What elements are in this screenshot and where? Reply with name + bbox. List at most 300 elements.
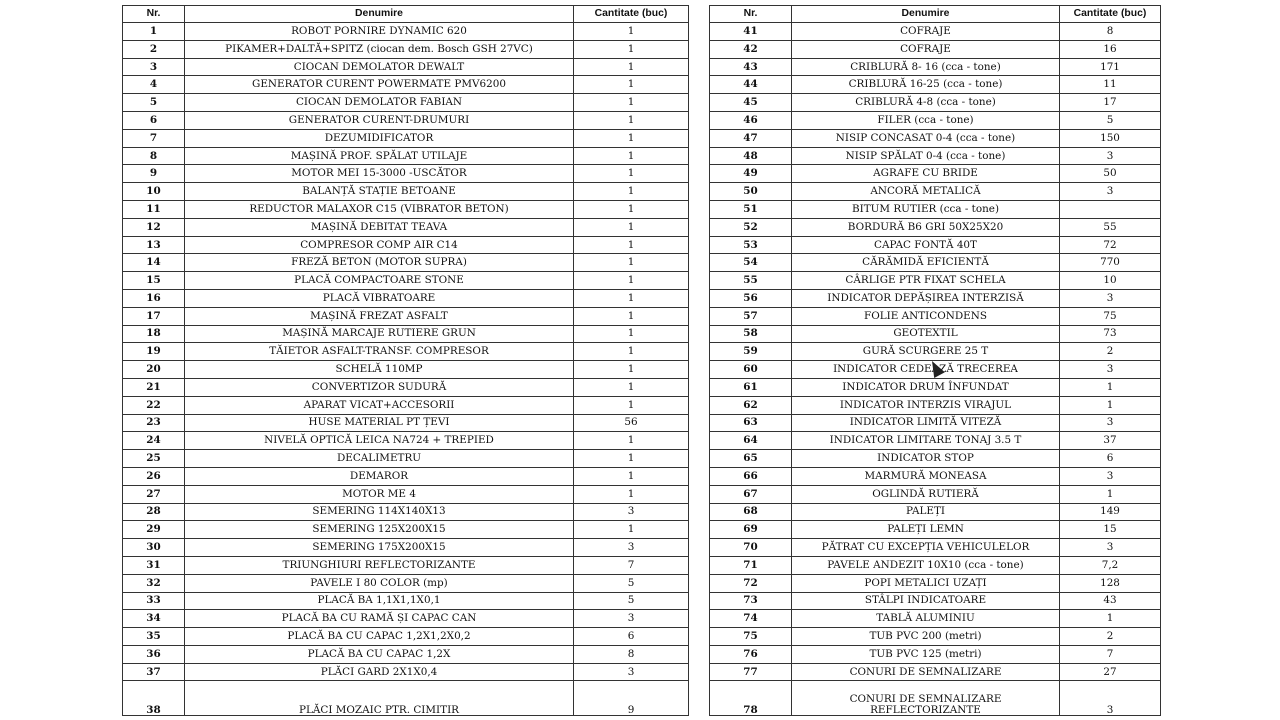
header-cantitate: Cantitate (buc) xyxy=(1060,6,1161,23)
cell-denumire: BITUM RUTIER (cca - tone) xyxy=(792,200,1060,218)
cell-denumire: TUB PVC 200 (metri) xyxy=(792,628,1060,646)
cell-denumire: BALANȚĂ STAȚIE BETOANE xyxy=(185,183,574,201)
table-row xyxy=(710,254,1161,272)
cell-cantitate: 3 xyxy=(1060,361,1161,379)
cell-nr: 29 xyxy=(123,521,185,539)
cell-cantitate: 128 xyxy=(1060,574,1161,592)
cell-nr: 71 xyxy=(710,556,792,574)
cell-denumire: SEMERING 114X140X13 xyxy=(185,503,574,521)
cell-denumire: PAVELE ANDEZIT 10X10 (cca - tone) xyxy=(792,556,1060,574)
cell-cantitate: 1 xyxy=(574,23,689,41)
cell-denumire: HUSE MATERIAL PT ȚEVI xyxy=(185,414,574,432)
cell-denumire: PĂTRAT CU EXCEPȚIA VEHICULELOR xyxy=(792,539,1060,557)
cell-nr: 19 xyxy=(123,343,185,361)
cell-denumire: MOTOR MEI 15-3000 -USCĂTOR xyxy=(185,165,574,183)
cell-cantitate: 1 xyxy=(574,129,689,147)
table-row xyxy=(123,503,689,521)
cell-denumire: COFRAJE xyxy=(792,40,1060,58)
cell-cantitate: 149 xyxy=(1060,503,1161,521)
cell-nr: 56 xyxy=(710,289,792,307)
cell-nr: 52 xyxy=(710,218,792,236)
header-nr: Nr. xyxy=(123,6,185,23)
cell-denumire: SEMERING 125X200X15 xyxy=(185,521,574,539)
cell-cantitate: 1 xyxy=(574,343,689,361)
cell-nr: 12 xyxy=(123,218,185,236)
cell-denumire: PIKAMER+DALTĂ+SPITZ (ciocan dem. Bosch GSH 27VC) xyxy=(185,40,574,58)
table-row xyxy=(710,147,1161,165)
cell-cantitate: 1 xyxy=(1060,378,1161,396)
table-row xyxy=(123,450,689,468)
cell-nr: 54 xyxy=(710,254,792,272)
table-row xyxy=(710,503,1161,521)
table-row xyxy=(123,592,689,610)
cell-denumire: INDICATOR LIMITĂ VITEZĂ xyxy=(792,414,1060,432)
cell-denumire: REDUCTOR MALAXOR C15 (VIBRATOR BETON) xyxy=(185,200,574,218)
cell-denumire: MOTOR ME 4 xyxy=(185,485,574,503)
table-row xyxy=(123,254,689,272)
table-row xyxy=(710,40,1161,58)
cell-cantitate: 50 xyxy=(1060,165,1161,183)
cell-denumire: TĂIETOR ASFALT-TRANSF. COMPRESOR xyxy=(185,343,574,361)
header-denumire: Denumire xyxy=(185,6,574,23)
cell-denumire: BORDURĂ B6 GRI 50X25X20 xyxy=(792,218,1060,236)
cell-nr: 57 xyxy=(710,307,792,325)
cell-nr: 43 xyxy=(710,58,792,76)
cell-denumire: PLACĂ BA 1,1X1,1X0,1 xyxy=(185,592,574,610)
cell-cantitate: 1 xyxy=(574,254,689,272)
cell-cantitate: 1 xyxy=(574,183,689,201)
cell-nr: 31 xyxy=(123,556,185,574)
table-row xyxy=(123,183,689,201)
cell-nr: 6 xyxy=(123,111,185,129)
cell-cantitate: 1 xyxy=(574,94,689,112)
cell-denumire: PLACĂ BA CU CAPAC 1,2X xyxy=(185,645,574,663)
cell-nr: 24 xyxy=(123,432,185,450)
cell-nr: 78 xyxy=(710,681,792,716)
cell-denumire: PALEȚI LEMN xyxy=(792,521,1060,539)
cell-nr: 1 xyxy=(123,23,185,41)
table-row xyxy=(123,681,689,716)
cell-nr: 61 xyxy=(710,378,792,396)
cell-nr: 75 xyxy=(710,628,792,646)
cell-nr: 69 xyxy=(710,521,792,539)
cell-denumire: FREZĂ BETON (MOTOR SUPRA) xyxy=(185,254,574,272)
cell-cantitate: 1 xyxy=(574,58,689,76)
table-row xyxy=(710,23,1161,41)
cell-nr: 11 xyxy=(123,200,185,218)
cell-nr: 60 xyxy=(710,361,792,379)
cell-cantitate: 3 xyxy=(1060,681,1161,716)
cell-cantitate: 1 xyxy=(574,272,689,290)
table-row xyxy=(710,432,1161,450)
cell-nr: 20 xyxy=(123,361,185,379)
cell-nr: 13 xyxy=(123,236,185,254)
cell-cantitate: 770 xyxy=(1060,254,1161,272)
cell-cantitate: 5 xyxy=(1060,111,1161,129)
cell-denumire: GENERATOR CURENT POWERMATE PMV6200 xyxy=(185,76,574,94)
table-row xyxy=(710,396,1161,414)
table-row xyxy=(123,521,689,539)
cell-denumire: PALEȚI xyxy=(792,503,1060,521)
cell-cantitate: 3 xyxy=(1060,467,1161,485)
cell-nr: 16 xyxy=(123,289,185,307)
table-row xyxy=(710,183,1161,201)
table-row xyxy=(123,111,689,129)
cell-nr: 47 xyxy=(710,129,792,147)
cell-cantitate: 3 xyxy=(1060,147,1161,165)
table-row xyxy=(710,76,1161,94)
cell-denumire: CIOCAN DEMOLATOR DEWALT xyxy=(185,58,574,76)
cell-nr: 10 xyxy=(123,183,185,201)
table-row xyxy=(710,645,1161,663)
table-header-row xyxy=(123,6,689,23)
table-row xyxy=(710,307,1161,325)
cell-denumire: DEMAROR xyxy=(185,467,574,485)
cell-denumire: TABLĂ ALUMINIU xyxy=(792,610,1060,628)
cell-nr: 41 xyxy=(710,23,792,41)
cell-denumire: TRIUNGHIURI REFLECTORIZANTE xyxy=(185,556,574,574)
cell-nr: 72 xyxy=(710,574,792,592)
table-row xyxy=(710,200,1161,218)
cell-nr: 15 xyxy=(123,272,185,290)
cell-cantitate: 1 xyxy=(574,218,689,236)
cell-nr: 64 xyxy=(710,432,792,450)
cell-nr: 2 xyxy=(123,40,185,58)
cell-cantitate: 72 xyxy=(1060,236,1161,254)
cell-cantitate: 1 xyxy=(574,325,689,343)
cell-denumire: DEZUMIDIFICATOR xyxy=(185,129,574,147)
cell-nr: 30 xyxy=(123,539,185,557)
table-row xyxy=(710,485,1161,503)
table-row xyxy=(123,147,689,165)
cell-nr: 77 xyxy=(710,663,792,681)
table-row xyxy=(123,539,689,557)
cell-cantitate: 6 xyxy=(574,628,689,646)
cell-cantitate: 1 xyxy=(574,396,689,414)
cell-nr: 34 xyxy=(123,610,185,628)
header-cantitate: Cantitate (buc) xyxy=(574,6,689,23)
table-row xyxy=(123,361,689,379)
cell-denumire: MAȘINĂ MARCAJE RUTIERE GRUN xyxy=(185,325,574,343)
cell-nr: 27 xyxy=(123,485,185,503)
cell-cantitate: 1 xyxy=(1060,610,1161,628)
table-row xyxy=(123,307,689,325)
table-row xyxy=(123,628,689,646)
cell-nr: 74 xyxy=(710,610,792,628)
cell-denumire: SEMERING 175X200X15 xyxy=(185,539,574,557)
cell-nr: 3 xyxy=(123,58,185,76)
table-row xyxy=(123,663,689,681)
inventory-table-left xyxy=(122,5,689,716)
table-row xyxy=(123,485,689,503)
header-denumire: Denumire xyxy=(792,6,1060,23)
table-row xyxy=(123,414,689,432)
cell-nr: 46 xyxy=(710,111,792,129)
cell-denumire: GENERATOR CURENT-DRUMURI xyxy=(185,111,574,129)
cell-cantitate: 43 xyxy=(1060,592,1161,610)
cell-denumire: PLĂCI MOZAIC PTR. CIMITIR xyxy=(185,681,574,716)
table-row xyxy=(123,40,689,58)
cell-nr: 63 xyxy=(710,414,792,432)
cell-nr: 48 xyxy=(710,147,792,165)
table-row xyxy=(710,663,1161,681)
table-row xyxy=(123,200,689,218)
table-row xyxy=(123,343,689,361)
cell-cantitate: 1 xyxy=(574,361,689,379)
table-header-row xyxy=(710,6,1161,23)
cell-denumire: INDICATOR CEDEAZĂ TRECEREA xyxy=(792,361,1060,379)
cell-nr: 70 xyxy=(710,539,792,557)
cell-cantitate: 2 xyxy=(1060,628,1161,646)
cell-nr: 49 xyxy=(710,165,792,183)
cell-nr: 44 xyxy=(710,76,792,94)
cell-cantitate: 17 xyxy=(1060,94,1161,112)
cell-denumire: APARAT VICAT+ACCESORII xyxy=(185,396,574,414)
cell-cantitate: 55 xyxy=(1060,218,1161,236)
table-row xyxy=(710,556,1161,574)
table-row xyxy=(123,23,689,41)
cell-nr: 26 xyxy=(123,467,185,485)
cell-cantitate: 1 xyxy=(574,111,689,129)
table-row xyxy=(710,218,1161,236)
table-row xyxy=(710,681,1161,716)
cell-denumire: PLĂCI GARD 2X1X0,4 xyxy=(185,663,574,681)
cell-denumire: MAȘINĂ PROF. SPĂLAT UTILAJE xyxy=(185,147,574,165)
cell-nr: 67 xyxy=(710,485,792,503)
cell-denumire: PLACĂ BA CU CAPAC 1,2X1,2X0,2 xyxy=(185,628,574,646)
cell-cantitate: 3 xyxy=(1060,289,1161,307)
cell-cantitate: 1 xyxy=(574,200,689,218)
cell-cantitate: 1 xyxy=(574,147,689,165)
cell-nr: 73 xyxy=(710,592,792,610)
cell-denumire: COFRAJE xyxy=(792,23,1060,41)
cell-denumire: CONURI DE SEMNALIZARE xyxy=(792,663,1060,681)
cell-cantitate: 1 xyxy=(574,165,689,183)
cell-denumire: INDICATOR DRUM ÎNFUNDAT xyxy=(792,378,1060,396)
cell-cantitate: 15 xyxy=(1060,521,1161,539)
table-row xyxy=(710,628,1161,646)
cell-denumire: POPI METALICI UZAȚI xyxy=(792,574,1060,592)
cell-denumire: STÂLPI INDICATOARE xyxy=(792,592,1060,610)
table-row xyxy=(123,129,689,147)
table-row xyxy=(123,236,689,254)
cell-cantitate: 3 xyxy=(574,663,689,681)
table-row xyxy=(123,378,689,396)
table-row xyxy=(710,94,1161,112)
cell-cantitate: 9 xyxy=(574,681,689,716)
table-row xyxy=(710,414,1161,432)
table-row xyxy=(710,378,1161,396)
cell-cantitate: 75 xyxy=(1060,307,1161,325)
cell-cantitate: 1 xyxy=(1060,396,1161,414)
cell-denumire: AGRAFE CU BRIDE xyxy=(792,165,1060,183)
cell-nr: 28 xyxy=(123,503,185,521)
cell-denumire: CRIBLURĂ 8- 16 (cca - tone) xyxy=(792,58,1060,76)
cell-cantitate: 2 xyxy=(1060,343,1161,361)
cell-cantitate: 1 xyxy=(574,378,689,396)
cell-cantitate: 171 xyxy=(1060,58,1161,76)
table-row xyxy=(710,165,1161,183)
cell-nr: 5 xyxy=(123,94,185,112)
cell-cantitate: 7 xyxy=(574,556,689,574)
table-row xyxy=(710,610,1161,628)
cell-cantitate: 1 xyxy=(574,485,689,503)
cell-cantitate: 1 xyxy=(574,467,689,485)
cell-nr: 37 xyxy=(123,663,185,681)
table-row xyxy=(123,58,689,76)
cell-cantitate: 3 xyxy=(574,539,689,557)
table-row xyxy=(123,94,689,112)
cell-nr: 14 xyxy=(123,254,185,272)
table-row xyxy=(710,236,1161,254)
cell-nr: 25 xyxy=(123,450,185,468)
cell-denumire: DECALIMETRU xyxy=(185,450,574,468)
table-row xyxy=(123,165,689,183)
cell-nr: 36 xyxy=(123,645,185,663)
table-row xyxy=(710,129,1161,147)
cell-nr: 7 xyxy=(123,129,185,147)
cell-denumire: PLACĂ COMPACTOARE STONE xyxy=(185,272,574,290)
cell-cantitate xyxy=(1060,200,1161,218)
cell-nr: 17 xyxy=(123,307,185,325)
cell-denumire: NISIP SPĂLAT 0-4 (cca - tone) xyxy=(792,147,1060,165)
cell-nr: 65 xyxy=(710,450,792,468)
cell-nr: 38 xyxy=(123,681,185,716)
cell-nr: 8 xyxy=(123,147,185,165)
cell-cantitate: 3 xyxy=(574,503,689,521)
cell-denumire: FILER (cca - tone) xyxy=(792,111,1060,129)
cell-denumire: TUB PVC 125 (metri) xyxy=(792,645,1060,663)
cell-cantitate: 6 xyxy=(1060,450,1161,468)
cell-denumire: CRIBLURĂ 4-8 (cca - tone) xyxy=(792,94,1060,112)
cell-cantitate: 1 xyxy=(574,40,689,58)
cell-denumire: MAȘINĂ DEBITAT TEAVA xyxy=(185,218,574,236)
table-row xyxy=(123,556,689,574)
table-row xyxy=(123,325,689,343)
cell-cantitate: 8 xyxy=(1060,23,1161,41)
cell-denumire: CIOCAN DEMOLATOR FABIAN xyxy=(185,94,574,112)
cell-cantitate: 73 xyxy=(1060,325,1161,343)
table-row xyxy=(123,645,689,663)
cell-nr: 23 xyxy=(123,414,185,432)
table-row xyxy=(710,289,1161,307)
cell-cantitate: 3 xyxy=(1060,539,1161,557)
cell-denumire: MARMURĂ MONEASA xyxy=(792,467,1060,485)
cell-nr: 42 xyxy=(710,40,792,58)
cell-cantitate: 7,2 xyxy=(1060,556,1161,574)
cell-nr: 18 xyxy=(123,325,185,343)
cell-denumire: INDICATOR STOP xyxy=(792,450,1060,468)
cell-denumire: ANCORĂ METALICĂ xyxy=(792,183,1060,201)
cell-denumire: PAVELE I 80 COLOR (mp) xyxy=(185,574,574,592)
cell-denumire: SCHELĂ 110MP xyxy=(185,361,574,379)
cell-nr: 58 xyxy=(710,325,792,343)
cell-nr: 62 xyxy=(710,396,792,414)
table-row xyxy=(123,272,689,290)
table-row xyxy=(710,450,1161,468)
cell-denumire: INDICATOR INTERZIS VIRAJUL xyxy=(792,396,1060,414)
cell-cantitate: 150 xyxy=(1060,129,1161,147)
cell-nr: 33 xyxy=(123,592,185,610)
table-row xyxy=(123,610,689,628)
cell-denumire: PLACĂ VIBRATOARE xyxy=(185,289,574,307)
table-row xyxy=(123,574,689,592)
table-row xyxy=(710,574,1161,592)
cell-nr: 59 xyxy=(710,343,792,361)
cell-denumire: ROBOT PORNIRE DYNAMIC 620 xyxy=(185,23,574,41)
cell-denumire: CÂRLIGE PTR FIXAT SCHELA xyxy=(792,272,1060,290)
table-row xyxy=(123,467,689,485)
cell-nr: 76 xyxy=(710,645,792,663)
cell-denumire: CAPAC FONTĂ 40T xyxy=(792,236,1060,254)
cell-cantitate: 1 xyxy=(574,432,689,450)
cell-denumire: GEOTEXTIL xyxy=(792,325,1060,343)
cell-denumire: GURĂ SCURGERE 25 T xyxy=(792,343,1060,361)
cell-denumire: MAȘINĂ FREZAT ASFALT xyxy=(185,307,574,325)
table-row xyxy=(710,592,1161,610)
table-row xyxy=(710,272,1161,290)
cell-denumire: CĂRĂMIDĂ EFICIENTĂ xyxy=(792,254,1060,272)
cell-denumire: PLACĂ BA CU RAMĂ ȘI CAPAC CAN xyxy=(185,610,574,628)
table-row xyxy=(123,289,689,307)
table-row xyxy=(123,432,689,450)
cell-nr: 66 xyxy=(710,467,792,485)
cell-cantitate: 27 xyxy=(1060,663,1161,681)
cell-nr: 45 xyxy=(710,94,792,112)
cell-denumire: INDICATOR DEPĂȘIREA INTERZISĂ xyxy=(792,289,1060,307)
cell-nr: 4 xyxy=(123,76,185,94)
table-row xyxy=(710,521,1161,539)
cell-cantitate: 3 xyxy=(1060,183,1161,201)
cell-denumire: CRIBLURĂ 16-25 (cca - tone) xyxy=(792,76,1060,94)
cell-denumire: COMPRESOR COMP AIR C14 xyxy=(185,236,574,254)
table-row xyxy=(710,111,1161,129)
cell-nr: 53 xyxy=(710,236,792,254)
cell-cantitate: 11 xyxy=(1060,76,1161,94)
cell-cantitate: 5 xyxy=(574,592,689,610)
cell-denumire: FOLIE ANTICONDENS xyxy=(792,307,1060,325)
table-row xyxy=(123,218,689,236)
cell-cantitate: 1 xyxy=(574,289,689,307)
table-row xyxy=(123,76,689,94)
cell-nr: 35 xyxy=(123,628,185,646)
header-nr: Nr. xyxy=(710,6,792,23)
table-row xyxy=(710,325,1161,343)
cell-cantitate: 1 xyxy=(574,236,689,254)
cell-cantitate: 7 xyxy=(1060,645,1161,663)
table-row xyxy=(123,396,689,414)
cell-cantitate: 1 xyxy=(1060,485,1161,503)
cell-cantitate: 37 xyxy=(1060,432,1161,450)
table-row xyxy=(710,58,1161,76)
cell-cantitate: 1 xyxy=(574,307,689,325)
cell-cantitate: 3 xyxy=(574,610,689,628)
cell-cantitate: 16 xyxy=(1060,40,1161,58)
cell-nr: 32 xyxy=(123,574,185,592)
cell-cantitate: 1 xyxy=(574,76,689,94)
cell-cantitate: 3 xyxy=(1060,414,1161,432)
cell-denumire: NIVELĂ OPTICĂ LEICA NA724 + TREPIED xyxy=(185,432,574,450)
table-row xyxy=(710,467,1161,485)
cell-nr: 68 xyxy=(710,503,792,521)
cell-nr: 50 xyxy=(710,183,792,201)
table-row xyxy=(710,539,1161,557)
cell-cantitate: 5 xyxy=(574,574,689,592)
cell-nr: 9 xyxy=(123,165,185,183)
cell-nr: 21 xyxy=(123,378,185,396)
cell-denumire: CONVERTIZOR SUDURĂ xyxy=(185,378,574,396)
cell-denumire: OGLINDĂ RUTIERĂ xyxy=(792,485,1060,503)
